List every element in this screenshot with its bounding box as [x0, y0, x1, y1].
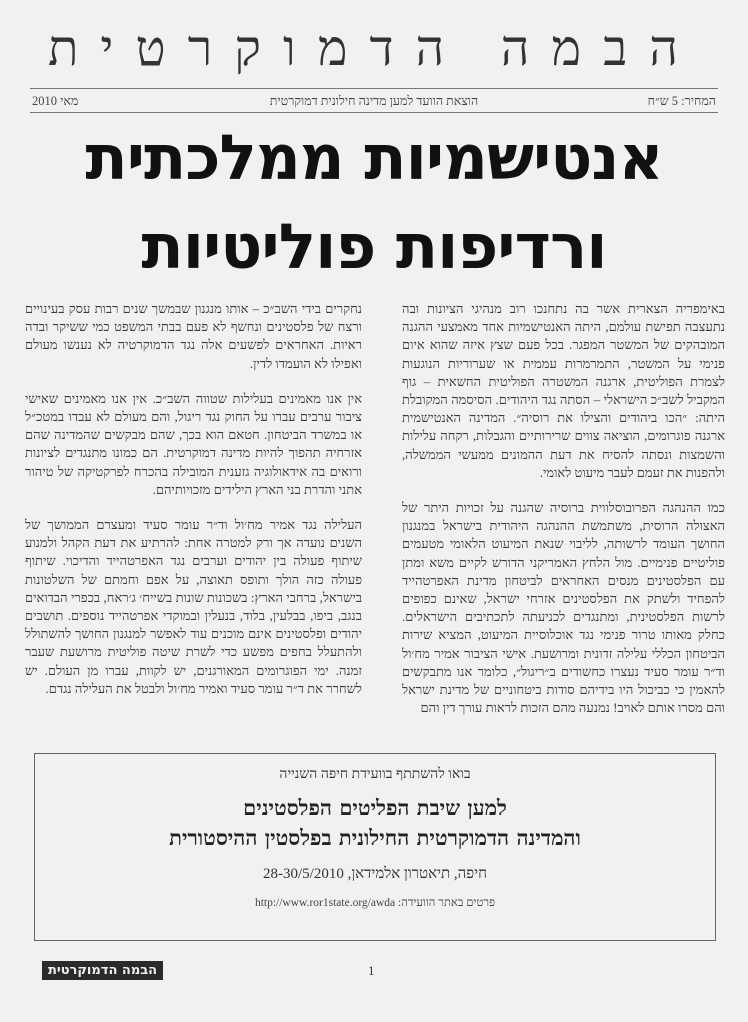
masthead-subline	[32, 94, 716, 110]
article-paragraph: נחקרים בידי השב״כ – אותו מנגנון שבמשך שנים רבות עסק בעינויים ורצח של פלסטינים ונחשף לא פעם בבתי המשפט כמי ששיקר ובדה ראיות. האחראים לפשעים אלה נגד הדמוקרטיה לא נענשו מעולם ואפילו לא הועמדו לדין.	[25, 301, 362, 371]
headline-line-1: אנטישמיות ממלכתית	[85, 121, 663, 194]
price: המחיר: 5 ש״ח	[647, 94, 716, 108]
article-paragraph: אין אנו מאמינים בעלילות שטווה השב״כ. אין אנו מאמינים שאישי ציבור ערבים עברו על החוק נגד ריגול, והם מעולם לא עבדו במטכ״ל או במשרד הביטחון. חטאם הוא בכך, שהם מבקשים שהמדינה שהם אזרחיה תהפוך להיות מדינה דמוקרטית. הם כמונו מתנגדים לציונות ורואים בה אידאולוגיה גזענית המובילה בהכרח לפרקטיקה של טיהור אתני והדרת בני הארץ הילידים מזכויותיהם.	[25, 390, 362, 497]
conference-announcement	[34, 753, 716, 941]
conference-url-link[interactable]: http://www.ror1state.org/awda	[254, 897, 396, 909]
announcement-invite: בואו להשתתף בוועידת חיפה השנייה	[279, 767, 471, 782]
masthead-rule-bottom	[30, 112, 718, 113]
page-number: 1	[368, 963, 375, 978]
article-paragraph: באימפריה הצארית אשר בה נתחנכו רוב מנהיגי הציונות ובה נתעצבה תפישת עולמם, היתה האנטישמיות אחד מאמצעי ההגנה המובהקים של המשטר המפגר. בכל פעם שצץ איזה שהוא איום פנימי על המשטר, התמרמרות עממית או שערוריות הנוגעות לצמרת הפוליטית, ארגנה המשטרה הפוליטית החשאית – גוף המקביל לשב״כ הישראלי – הסתה נגד היהודים. הסיסמה המקובלת היתה: ״הכו ביהודים והצילו את רוסיה״. המדינה האנטישמית ארגנה פוגרומים, הוציאה צווים שרירותיים והגבלות, רקחה עלילות והשמצות ונסתה להסיח את דעת ההמונים ממעשי הממשלה, ולהפנות את זעמם לעבר מיעוט לאומי.	[402, 301, 725, 480]
announcement-title-1: למען שיבת הפליטים הפלסטינים	[243, 795, 507, 820]
details-label: פרטים באתר הוועידה:	[398, 897, 496, 909]
issue-date: מאי 2010	[32, 94, 79, 108]
announcement-details	[35, 897, 715, 909]
publisher: הוצאת הוועד למען מדינה חילונית דמוקרטית	[269, 94, 479, 108]
footer-logo: הבמה הדמוקרטית	[42, 961, 163, 980]
announcement-title-2: והמדינה הדמוקרטית החילונית בפלסטין ההיסטורית	[169, 825, 581, 850]
announcement-place-date: חיפה, תיאטרון אלמידאן, 28-30/5/2010	[263, 866, 487, 882]
masthead-title: הבמה הדמוקרטית	[47, 20, 701, 76]
article-paragraph: כמו ההנהגה הפרובוסלווית ברוסיה שהגנה על זכויות היתר של האצולה הרוסית, משתמשת ההנהגה היהודית בישראל במנגנון החושך העומד לרשותה, לליבוי שנאת המיעוט הלאומי מטעמים פוליטיים פנימיים. מול הלחץ האמריקני הדורש לקיים משא ומתן עם הפלסטינים מנסים האחראים לביטחון מדינת האפרטהייד להפחיד ולשתק את הפלסטינים אזרחי ישראל, שאינם כפופים לרשות הפלסטינית, ומתנגדים לכניעתה לתכתיבים הישראלים. כחלק מאותו טרור פנימי נגד אוכלוסיית המיעוט, המציא שירות הביטחון הכללי עלילה זדונית ומרושעת. אישי הציבור אמיר מח׳ול וד״ר עומר סעיד נעצרו כחשודים ב״ריגול״, כלומר אנו מתבקשים להאמין כי כביכול היו בידיהם סודות ביטחוניים של מדינת ישראל והם מסרו אותם לאויב! נמנעה מהם הזכות לראות עורך דין והם	[402, 500, 725, 716]
masthead-rule-top	[30, 88, 718, 89]
article-paragraph: העלילה נגד אמיר מח׳ול וד״ר עומר סעיד ומעצרם הממושך של השנים נועדה אך ורק למטרה אחת: להרתיע את דעת הקהל ולמנוע שיתוף פעולה בין יהודים וערבים נגד האפרטהייד והדיכוי. שיתוף פעולה כזה הולך ותופס תאוצה, על אפם וחמתם של השלטונות בישראל, ברחבי הארץ: בשכונות שונות בשייח׳ ג׳ראח, בכפרי הבדואים בנגב, ביפו, בבלעין, בלוד, בנעלין ובמוקדי אפרטהייד נוספים. תושבים יהודים ופלסטינים אינם מוכנים עוד לאפשר למנגנון החושך להשתולל ולהתעלל בחפים מפשע כדי לשרת שיטה פוליטית מרושעת שעבר זמנה. ימי הפוגרומים המאורגנים, יש לקוות, עברו מן העולם. יש לשחרר את ד״ר עומר סעיד ואמיר מח׳ול ולבטל את העלילה נגדם.	[25, 517, 362, 696]
article-column-right	[402, 300, 725, 734]
article-column-left	[25, 300, 362, 715]
headline-line-2: ורדיפות פוליטיות	[141, 210, 607, 283]
